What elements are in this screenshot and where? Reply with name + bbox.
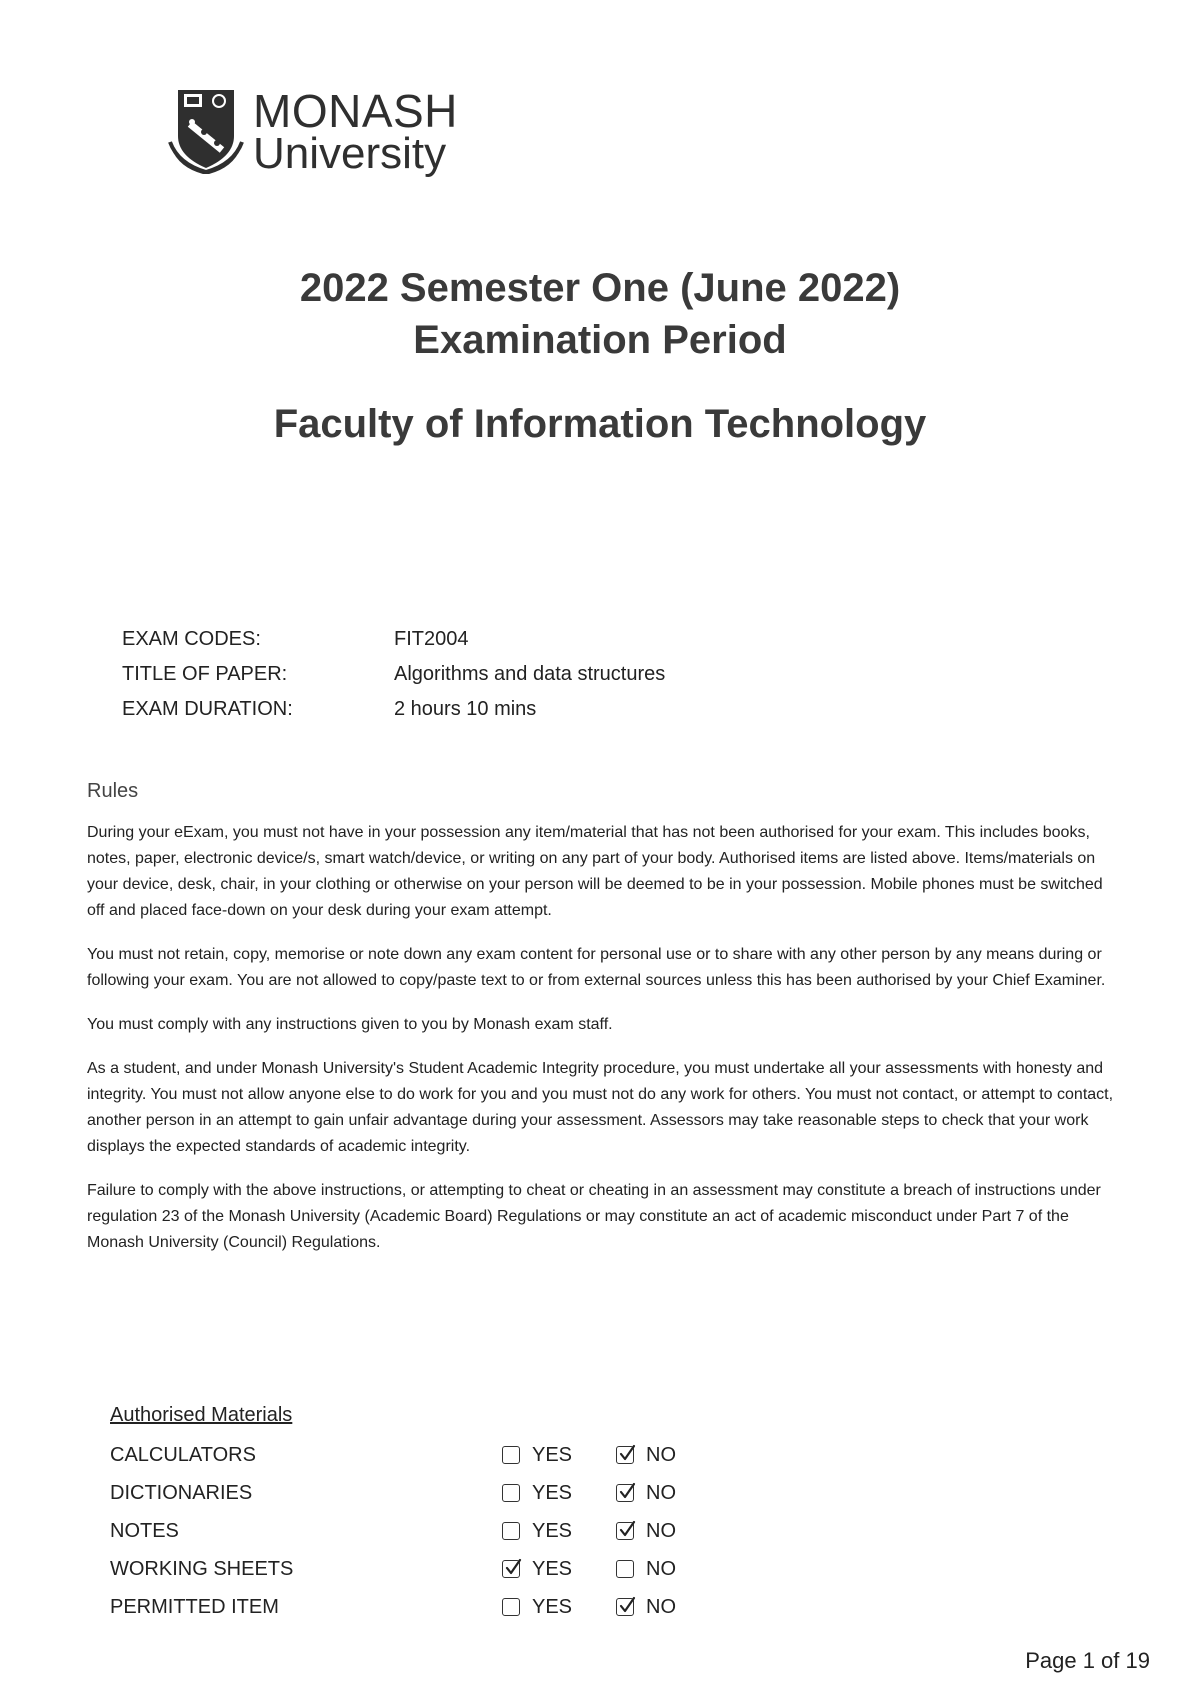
exam-duration-row	[122, 692, 822, 727]
rules-section	[87, 776, 1117, 1274]
material-option-no	[616, 1474, 676, 1512]
exam-codes-value: FIT2004	[394, 628, 469, 650]
checked-checkbox-icon[interactable]	[502, 1560, 520, 1578]
exam-codes-row	[122, 622, 822, 657]
rules-paragraph: As a student, and under Monash University's Student Academic Integrity procedure, you must undertake all your assessments with honesty and integrity. You must not allow anyone else to do work for you and you must not do any work for others. You must not contact, or attempt to contact, another person in an attempt to gain unfair advantage during your assessment. Assessors may take reasonable steps to check that your work displays the expected standards of academic integrity.	[87, 1060, 1114, 1155]
unchecked-checkbox-icon[interactable]	[616, 1560, 634, 1578]
option-label-no: NO	[646, 1558, 676, 1580]
rules-paragraph: You must comply with any instructions given to you by Monash exam staff.	[87, 1016, 613, 1033]
material-label: CALCULATORS	[110, 1444, 256, 1466]
option-label-yes: YES	[532, 1482, 573, 1504]
rules-paragraph: During your eExam, you must not have in your possession any item/material that has not been authorised for your exam. This includes books, notes, paper, electronic device/s, smart watch/device, or writing on any part of your body. Authorised items are listed above. Items/materials on your device, desk, chair, in your clothing or otherwise on your person will be deemed to be in your possession. Mobile phones must be switched off and placed face-down on your desk during your exam attempt.	[87, 824, 1103, 919]
unchecked-checkbox-icon[interactable]	[502, 1598, 520, 1616]
material-row-permitted-item	[110, 1588, 810, 1626]
option-label-no: NO	[646, 1596, 676, 1618]
material-row-calculators	[110, 1436, 810, 1474]
material-row-working-sheets	[110, 1550, 810, 1588]
title-of-paper-value: Algorithms and data structures	[394, 663, 666, 685]
unchecked-checkbox-icon[interactable]	[502, 1522, 520, 1540]
rules-heading: Rules	[87, 780, 139, 802]
material-row-dictionaries	[110, 1474, 810, 1512]
title-line-1: 2022 Semester One (June 2022)	[299, 266, 901, 310]
material-option-yes	[502, 1436, 572, 1474]
option-label-yes: YES	[532, 1596, 573, 1618]
title-line-2: Examination Period	[413, 318, 787, 362]
exam-period-title	[0, 262, 1200, 366]
title-of-paper-label: TITLE OF PAPER:	[122, 663, 288, 685]
title-of-paper-row	[122, 657, 822, 692]
material-label: NOTES	[110, 1520, 179, 1542]
option-label-yes: YES	[532, 1444, 573, 1466]
material-option-no	[616, 1588, 676, 1626]
rules-paragraph: Failure to comply with the above instructions, or attempting to cheat or cheating in an assessment may constitute a breach of instructions under regulation 23 of the Monash University (Academic Board) Regulations or may constitute an act of academic misconduct under Part 7 of the Monash University (Council) Regulations.	[87, 1182, 1101, 1251]
material-label: DICTIONARIES	[110, 1482, 253, 1504]
option-label-no: NO	[646, 1444, 676, 1466]
material-option-no	[616, 1550, 676, 1588]
exam-duration-label: EXAM DURATION:	[122, 698, 293, 720]
material-label: PERMITTED ITEM	[110, 1596, 279, 1618]
option-label-no: NO	[646, 1482, 676, 1504]
logo-wordmark-university: University	[253, 129, 447, 178]
checked-checkbox-icon[interactable]	[616, 1522, 634, 1540]
material-option-yes	[502, 1588, 572, 1626]
material-row-notes	[110, 1512, 810, 1550]
faculty-title: Faculty of Information Technology	[273, 402, 927, 446]
material-label: WORKING SHEETS	[110, 1558, 294, 1580]
checked-checkbox-icon[interactable]	[616, 1598, 634, 1616]
material-option-yes	[502, 1474, 572, 1512]
exam-codes-label: EXAM CODES:	[122, 628, 261, 650]
material-option-no	[616, 1512, 676, 1550]
unchecked-checkbox-icon[interactable]	[502, 1484, 520, 1502]
exam-duration-value: 2 hours 10 mins	[394, 698, 537, 720]
page-number: Page 1 of 19	[1025, 1648, 1150, 1673]
authorised-materials-heading: Authorised Materials	[110, 1404, 293, 1426]
unchecked-checkbox-icon[interactable]	[502, 1446, 520, 1464]
option-label-yes: YES	[532, 1558, 573, 1580]
monash-crest-icon	[168, 90, 244, 174]
rules-paragraph: You must not retain, copy, memorise or note down any exam content for personal use or to share with any other person by any means during or following your exam. You are not allowed to copy/paste text to or from external sources unless this has been authorised by your Chief Examiner.	[87, 946, 1106, 989]
checked-checkbox-icon[interactable]	[616, 1484, 634, 1502]
material-option-yes	[502, 1550, 572, 1588]
exam-info-table	[122, 622, 822, 727]
monash-logo	[168, 85, 468, 178]
material-option-yes	[502, 1512, 572, 1550]
option-label-yes: YES	[532, 1520, 573, 1542]
checked-checkbox-icon[interactable]	[616, 1446, 634, 1464]
material-option-no	[616, 1436, 676, 1474]
option-label-no: NO	[646, 1520, 676, 1542]
logo-wordmark-monash: MONASH	[253, 85, 458, 137]
authorised-materials-section	[110, 1400, 810, 1626]
